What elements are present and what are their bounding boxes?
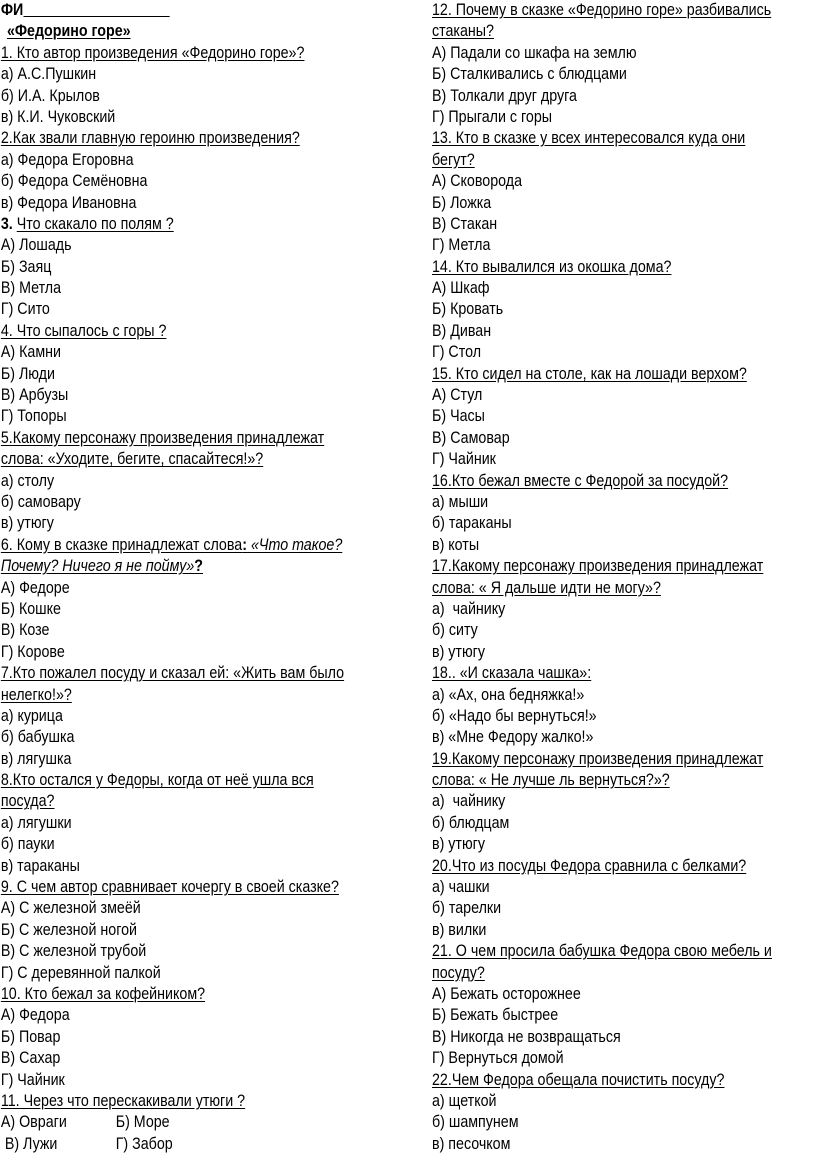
question-6-prefix: 6. Кому в сказке принадлежат слова	[0, 535, 243, 554]
answer-11b: Б) Море	[115, 1113, 170, 1132]
answer-18c: в) «Мне Федору жалко!»	[432, 728, 594, 747]
answer-15d: Г) Чайник	[432, 450, 496, 469]
answer-7b: б) бабушка	[0, 728, 75, 747]
answer-7a: а) курица	[0, 706, 63, 725]
answer-3b: Б) Заяц	[0, 257, 52, 276]
answer-13b: Б) Ложка	[432, 193, 492, 212]
answer-22a: а) щеткой	[432, 1091, 497, 1110]
answer-5b: б) самовару	[0, 492, 81, 511]
question-4: 4. Что сыпалось с горы ?	[0, 321, 167, 340]
answer-14b: Б) Кровать	[432, 300, 504, 319]
answer-2b: б) Федора Семёновна	[0, 172, 148, 191]
question-22: 22.Чем Федора обещала почистить посуду?	[432, 1070, 725, 1089]
question-13-line2: бегут?	[432, 150, 475, 169]
answer-8b: б) пауки	[0, 835, 55, 854]
answer-13c: В) Стакан	[432, 214, 498, 233]
question-13-line1: 13. Кто в сказке у всех интересовался куда они	[432, 129, 746, 148]
answer-5c: в) утюгу	[0, 514, 54, 533]
question-6-colon: :	[242, 535, 247, 554]
answer-12b: Б) Сталкивались с блюдцами	[432, 65, 627, 84]
question-6-line2	[0, 556, 348, 577]
answer-9c: В) С железной трубой	[0, 942, 147, 961]
question-17-line1: 17.Какому персонажу произведения принадлежат	[432, 557, 764, 576]
answer-15a: А) Стул	[432, 386, 483, 405]
question-8-line2: посуда?	[0, 792, 55, 811]
question-21-line2: посуду?	[432, 963, 485, 982]
question-6-quote-part1: «Что такое?	[250, 535, 343, 554]
answer-19b: б) блюдцам	[432, 813, 510, 832]
answer-22c: в) песочком	[432, 1134, 511, 1153]
question-14: 14. Кто вывалился из окошка дома?	[432, 257, 672, 276]
question-11: 11. Через что перескакивали утюги ?	[0, 1091, 246, 1110]
answer-10a: А) Федора	[0, 1006, 70, 1025]
answer-3a: А) Лошадь	[0, 236, 72, 255]
answer-14a: А) Шкаф	[432, 279, 490, 298]
answer-12c: В) Толкали друг друга	[432, 86, 577, 105]
question-6-quote-part2: Почему? Ничего я не пойму»	[0, 557, 195, 576]
answer-1a: а) А.С.Пушкин	[0, 65, 97, 84]
answer-12d: Г) Прыгали с горы	[432, 107, 553, 126]
answer-2a: а) Федора Егоровна	[0, 150, 134, 169]
question-3	[0, 214, 348, 235]
question-17-line2: слова: « Я дальше идти не могу»?	[432, 578, 661, 597]
answer-17b: б) ситу	[432, 621, 478, 640]
question-3-number: 3.	[0, 214, 13, 233]
answer-21d: Г) Вернуться домой	[432, 1049, 564, 1068]
answer-11c: В) Лужи	[0, 1134, 58, 1153]
question-12-line1: 12. Почему в сказке «Федорино горе» разбивались	[432, 1, 772, 19]
answer-7c: в) лягушка	[0, 749, 72, 768]
answer-14d: Г) Стол	[432, 343, 482, 362]
answer-8a: а) лягушки	[0, 813, 72, 832]
answer-19a: а) чайнику	[432, 792, 506, 811]
answer-4b: Б) Люди	[0, 364, 55, 383]
answer-10d: Г) Чайник	[0, 1070, 65, 1089]
question-19-line2: слова: « Не лучше ль вернуться?»?	[432, 771, 670, 790]
question-21-line1: 21. О чем просила бабушка Федора свою мебель и	[432, 942, 772, 961]
answer-9b: Б) С железной ногой	[0, 920, 137, 939]
question-19-line1: 19.Какому персонажу произведения принадлежат	[432, 749, 764, 768]
answer-21a: А) Бежать осторожнее	[432, 984, 581, 1003]
answer-3d: Г) Сито	[0, 300, 50, 319]
answer-9a: А) С железной змеёй	[0, 899, 141, 918]
question-20: 20.Что из посуды Федора сравнила с белками?	[432, 856, 747, 875]
answer-21b: Б) Бежать быстрее	[432, 1006, 559, 1025]
question-6-end: ?	[194, 557, 204, 576]
answer-17a: а) чайнику	[432, 599, 506, 618]
answer-14c: В) Диван	[432, 321, 492, 340]
answer-22b: б) шампунем	[432, 1113, 519, 1132]
answer-18a: а) «Ах, она бедняжка!»	[432, 685, 585, 704]
answer-3c: В) Метла	[0, 279, 62, 298]
answer-13d: Г) Метла	[432, 236, 491, 255]
question-6-line1	[0, 535, 348, 556]
answers-11-row1	[0, 1112, 348, 1133]
answer-5a: а) столу	[0, 471, 55, 490]
question-1: 1. Кто автор произведения «Федорино горе»?	[0, 43, 305, 62]
answer-12a: А) Падали со шкафа на землю	[432, 43, 637, 62]
answer-20a: а) чашки	[432, 878, 490, 897]
answer-11d: Г) Забор	[115, 1134, 173, 1153]
answer-6a: А) Федоре	[0, 578, 70, 597]
left-column	[0, 0, 400, 1155]
answer-10b: Б) Повар	[0, 1027, 61, 1046]
answer-4d: Г) Топоры	[0, 407, 67, 426]
answer-16a: а) мыши	[432, 492, 489, 511]
name-blank-line	[23, 2, 169, 17]
question-15: 15. Кто сидел на столе, как на лошади верхом?	[432, 364, 747, 383]
question-18: 18.. «И сказала чашка»:	[432, 664, 592, 683]
question-7-line2: нелегко!»?	[0, 685, 72, 704]
answer-9d: Г) С деревянной палкой	[0, 963, 161, 982]
answer-15c: В) Самовар	[432, 428, 510, 447]
answer-6d: Г) Корове	[0, 642, 65, 661]
answer-16c: в) коты	[432, 535, 480, 554]
answer-6b: Б) Кошке	[0, 599, 61, 618]
right-column	[432, 0, 816, 1155]
question-16: 16.Кто бежал вместе с Федорой за посудой?	[432, 471, 729, 490]
test-title: «Федорино горе»	[6, 22, 131, 41]
answer-8c: в) тараканы	[0, 856, 80, 875]
answer-19c: в) утюгу	[432, 835, 485, 854]
question-7-line1: 7.Кто пожалел посуду и сказал ей: «Жить вам было	[0, 664, 345, 683]
name-field	[0, 0, 348, 21]
question-10: 10. Кто бежал за кофейником?	[0, 984, 206, 1003]
answer-21c: В) Никогда не возвращаться	[432, 1027, 621, 1046]
answer-4a: А) Камни	[0, 343, 61, 362]
answer-17c: в) утюгу	[432, 642, 485, 661]
answer-20c: в) вилки	[432, 920, 487, 939]
answer-2c: в) Федора Ивановна	[0, 193, 137, 212]
question-9: 9. С чем автор сравнивает кочергу в своей сказке?	[0, 878, 339, 897]
answer-16b: б) тараканы	[432, 514, 512, 533]
answer-6c: В) Козе	[0, 621, 50, 640]
question-5-line2: слова: «Уходите, бегите, спасайтеся!»?	[0, 450, 264, 469]
answer-13a: А) Сковорода	[432, 172, 523, 191]
question-2: 2.Как звали главную героиню произведения?	[0, 129, 300, 148]
question-8-line1: 8.Кто остался у Федоры, когда от неё ушла вся	[0, 771, 314, 790]
answer-4c: В) Арбузы	[0, 386, 69, 405]
answer-1b: б) И.А. Крылов	[0, 86, 100, 105]
question-3-text: Что скакало по полям ?	[16, 214, 174, 233]
answers-11-row2	[0, 1134, 348, 1155]
question-5-line1: 5.Какому персонажу произведения принадлежат	[0, 428, 325, 447]
question-12-line2: стаканы?	[432, 22, 494, 41]
fi-label: ФИ	[0, 1, 24, 19]
answer-10c: В) Сахар	[0, 1049, 61, 1068]
answer-15b: Б) Часы	[432, 407, 485, 426]
answer-11a: А) Овраги	[0, 1113, 67, 1132]
answer-20b: б) тарелки	[432, 899, 502, 918]
answer-1c: в) К.И. Чуковский	[0, 107, 116, 126]
answer-18b: б) «Надо бы вернуться!»	[432, 706, 597, 725]
